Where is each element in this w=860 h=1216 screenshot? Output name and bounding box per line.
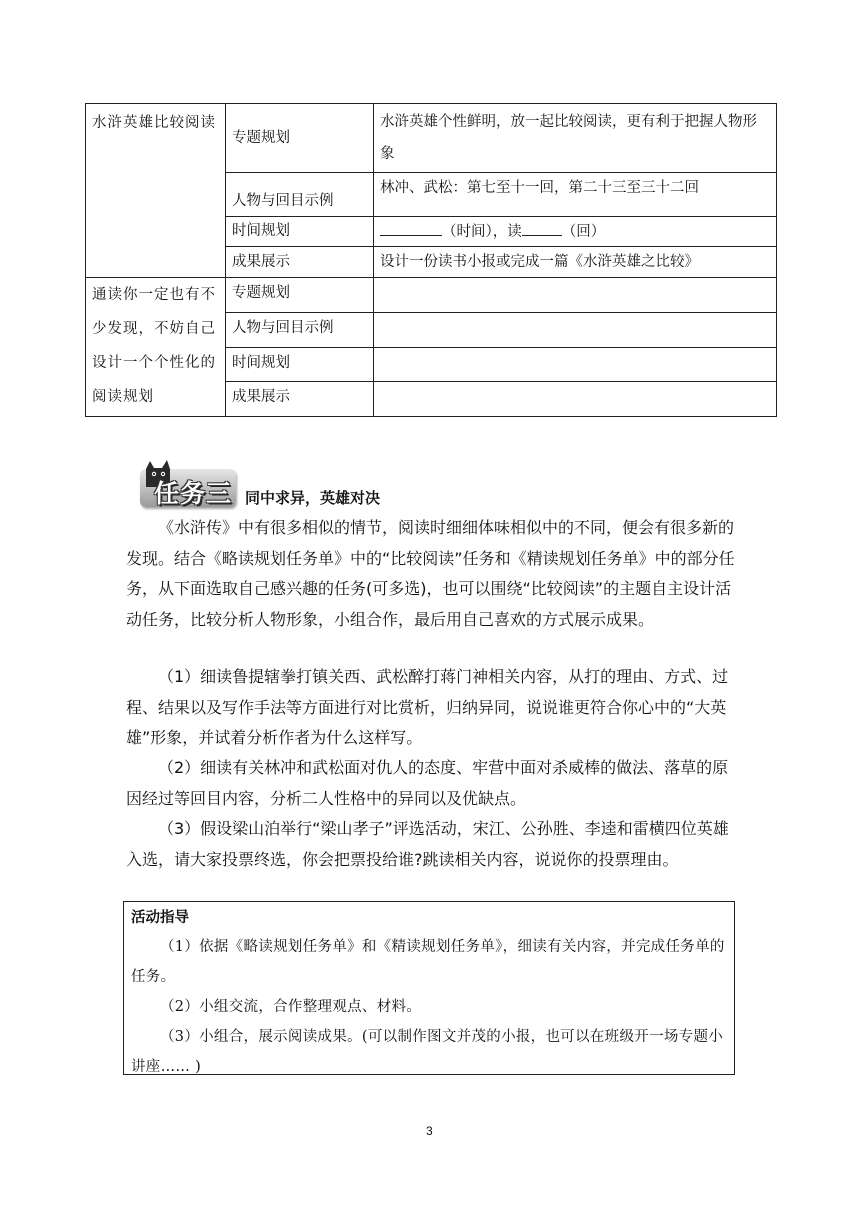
group2-label: 通读你一定也有不少发现，不妨自己设计一个个性化的阅读规划 (86, 278, 226, 417)
guide-item-1: （1）依据《略读规划任务单》和《精读规划任务单》，细读有关内容，并完成任务单的任务。 (131, 939, 725, 985)
row-value-topic: 水浒英雄个性鲜明，放一起比较阅读，更有利于把握人物形象 (374, 104, 777, 173)
reading-plan-table (85, 103, 777, 417)
task-item-2: （2）细读有关林冲和武松面对仇人的态度、牢营中面对杀威棒的做法、落草的原因经过等回目内容，分析二人性格中的异同以及优缺点。 (126, 758, 729, 808)
row-label-topic: 专题规划 (226, 104, 374, 173)
schedule-text-2: （回） (561, 224, 606, 240)
guide-item-3: （3）小组合，展示阅读成果。(可以制作图文并茂的小报，也可以在班级开一场专题小讲座…… ) (131, 1029, 724, 1075)
chapter-blank[interactable] (522, 219, 562, 236)
page-number: 3 (426, 1124, 433, 1138)
row-label-schedule: 时间规划 (226, 217, 374, 247)
row-label-schedule-2: 时间规划 (226, 347, 374, 382)
row-label-topic-2: 专题规划 (226, 278, 374, 313)
task-badge (132, 459, 237, 513)
row-label-characters: 人物与回目示例 (226, 173, 374, 217)
row-value-schedule (374, 217, 777, 247)
activity-guide-box (123, 901, 735, 1075)
row-value-outcome-2[interactable] (374, 382, 777, 417)
row-value-schedule-2[interactable] (374, 347, 777, 382)
row-label-outcome: 成果展示 (226, 247, 374, 278)
task-intro: 《水浒传》中有很多相似的情节，阅读时细细体味相似中的不同，便会有很多新的发现。结合《略读规划任务单》中的“比较阅读”任务和《精读规划任务单》中的部分任务，从下面选取自己感兴趣的任务(可多选)，也可以围绕“比较阅读”的主题自主设计活动任务，比较分析人物形象，小组合作，最后用自己喜欢的方式展示成果。 (126, 518, 735, 629)
row-value-characters-2[interactable] (374, 312, 777, 347)
task-item-3: （3）假设梁山泊举行“梁山孝子”评选活动，宋江、公孙胜、李逵和雷横四位英雄入选，请大家投票终选，你会把票投给谁?跳读相关内容，说说你的投票理由。 (126, 819, 729, 869)
schedule-text-1: （时间），读 (442, 224, 522, 240)
row-value-topic-2[interactable] (374, 278, 777, 313)
task-item-1: （1）细读鲁提辖拳打镇关西、武松醉打蒋门神相关内容，从打的理由、方式、过程、结果以及写作手法等方面进行对比赏析，归纳异同，说说谁更符合你心中的“大英雄”形象，并试着分析作者为什么这样写。 (126, 667, 729, 747)
row-value-outcome: 设计一份读书小报或完成一篇《水浒英雄之比较》 (374, 247, 777, 278)
group1-label: 水浒英雄比较阅读 (86, 104, 226, 278)
task-title: 同中求异，英雄对决 (245, 489, 381, 507)
row-label-outcome-2: 成果展示 (226, 382, 374, 417)
guide-item-2: （2）小组交流，合作整理观点、材料。 (160, 999, 422, 1015)
task-badge-label: 任务三 (154, 479, 233, 508)
time-blank[interactable] (380, 219, 442, 236)
row-label-characters-2: 人物与回目示例 (226, 312, 374, 347)
activity-guide-title: 活动指导 (131, 910, 189, 926)
row-value-characters: 林冲、武松：第七至十一回，第二十三至三十二回 (374, 173, 777, 217)
activity-guide-list (131, 932, 731, 1082)
